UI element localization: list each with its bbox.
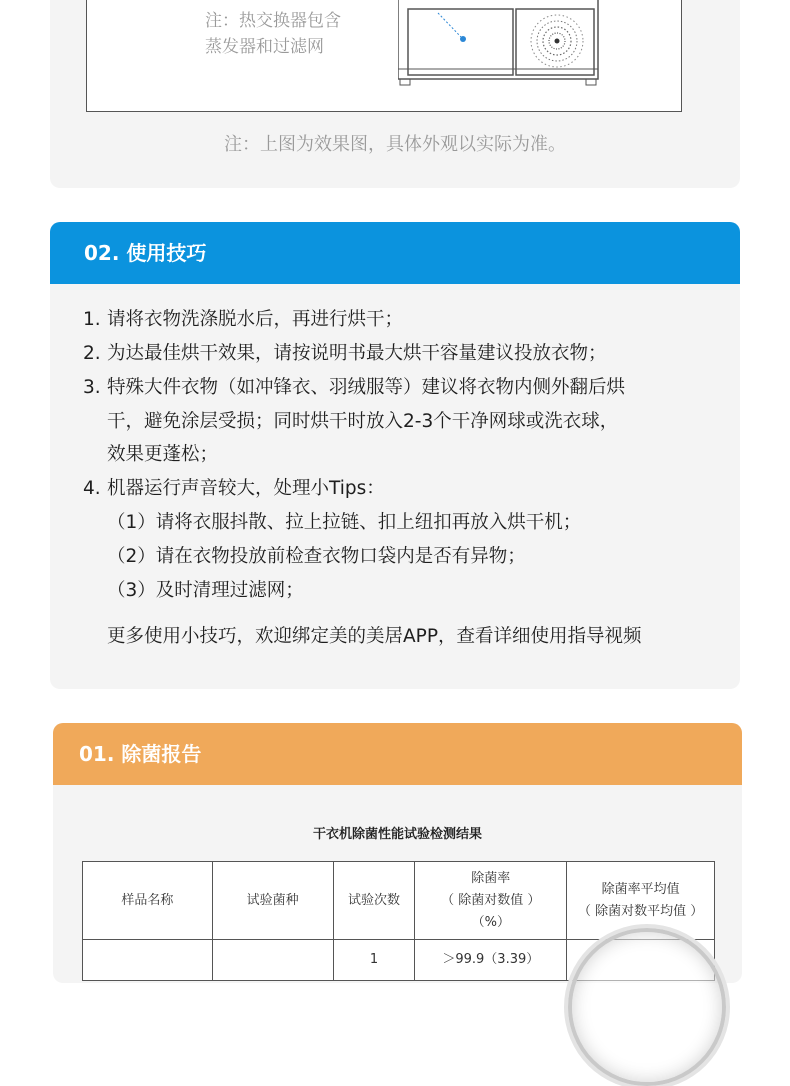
col-average-rate-line2: （ 除菌对数平均值 ） (577, 903, 704, 919)
col-test-count: 试验次数 (333, 862, 415, 940)
table-header-row (83, 862, 715, 940)
tips-header (50, 222, 740, 284)
col-test-strain: 试验菌种 (212, 862, 333, 940)
diagram-note-line-2: 蒸发器和过滤网 (205, 37, 324, 57)
report-title: 01. 除菌报告 (79, 742, 202, 766)
col-removal-rate-line2: （ 除菌对数值 ） (441, 892, 541, 908)
diagram-note-line-1: 注：热交换器包含 (205, 11, 341, 31)
tip-sub-text: （3）及时清理过滤网； (107, 580, 304, 601)
col-removal-rate-line1: 除菌率 (471, 870, 511, 886)
diagram-card (50, 0, 740, 188)
tip-number: 2. (83, 343, 101, 364)
tip-number: 3. (83, 377, 101, 398)
tips-footer-text: 更多使用小技巧，欢迎绑定美的美居APP，查看详细使用指导视频 (107, 626, 642, 647)
tips-title: 02. 使用技巧 (84, 241, 207, 265)
tip-text: 机器运行声音较大，处理小Tips： (107, 478, 385, 499)
cell-trial: 1 (333, 940, 415, 981)
col-removal-rate (415, 862, 567, 940)
tip-text: 请将衣物洗涤脱水后，再进行烘干； (107, 309, 404, 330)
col-average-rate-line1: 除菌率平均值 (601, 881, 680, 897)
disclaimer-note: 注：上图为效果图，具体外观以实际为准。 (224, 134, 566, 155)
tip-text: 干，避免涂层受损；同时烘干时放入2-3个干净网球或洗衣球， (107, 411, 619, 432)
col-sample-name: 样品名称 (83, 862, 213, 940)
tip-text: 特殊大件衣物（如冲锋衣、羽绒服等）建议将衣物内侧外翻后烘 (107, 377, 626, 398)
magnifier-lens (568, 928, 726, 1086)
cell-test-strain (212, 940, 333, 981)
tips-card (50, 222, 740, 689)
tip-text: 效果更蓬松； (107, 444, 219, 465)
table-title: 干衣机除菌性能试验检测结果 (312, 827, 482, 842)
tip-number: 1. (83, 309, 101, 330)
dryer-illustration (398, 0, 608, 93)
diagram-frame (86, 0, 682, 112)
cell-rate: ＞99.9（3.39） (415, 940, 567, 981)
col-removal-rate-line3: （%） (471, 914, 510, 930)
report-header (53, 723, 742, 785)
tip-sub-text: （2）请在衣物投放前检查衣物口袋内是否有异物； (107, 546, 526, 567)
tip-sub-text: （1）请将衣服抖散、拉上拉链、扣上纽扣再放入烘干机； (107, 512, 582, 533)
tip-number: 4. (83, 478, 101, 499)
report-card (53, 723, 742, 983)
tip-text: 为达最佳烘干效果，请按说明书最大烘干容量建议投放衣物； (107, 343, 607, 364)
cell-sample-name (83, 940, 213, 981)
